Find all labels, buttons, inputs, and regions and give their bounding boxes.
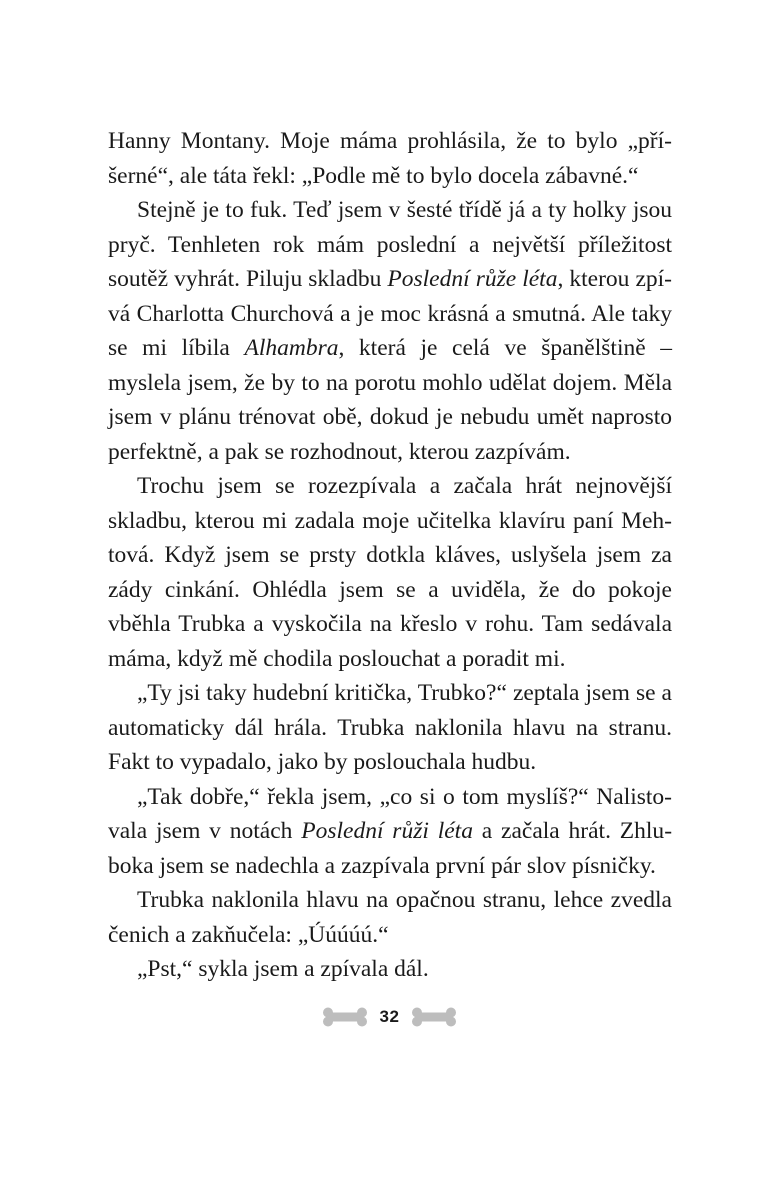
text-run: „Pst,“ sykla jsem a zpívala dál. xyxy=(137,956,429,982)
page-number: 32 xyxy=(379,1007,400,1026)
paragraph xyxy=(108,883,672,952)
italic-title: Poslední růže léta xyxy=(387,266,558,292)
text-run: , která je celá ve španělštině – myslela jsem, že by to na porotu mohlo udělat dojem. Měla jsem v plánu trénovat obě, dokud je nebudu umět naprosto perfektně, a pak se rozhodnout, kterou zazpívám. xyxy=(108,335,672,465)
paragraph xyxy=(108,193,672,469)
text-run: , kterou zpívá Charlotta Churchová a je moc krásná a smutná. Ale taky se mi líbila xyxy=(108,266,672,361)
text-run: Stejně je to fuk. Teď jsem v šesté třídě já a ty holky jsou pryč. Tenhleten rok mám poslední a největší příležitost soutěž vyhrát. Piluju skladbu xyxy=(108,197,672,292)
text-run: a začala hrát. Zhluboka jsem se nadechla a zazpívala první pár slov písničky. xyxy=(108,818,673,879)
paragraph xyxy=(108,676,672,780)
italic-title: Poslední růži léta xyxy=(301,818,473,844)
text-run: „Tak dobře,“ řekla jsem, „co si o tom myslíš?“ Nalistovala jsem v notách xyxy=(108,783,672,844)
paragraph xyxy=(108,469,672,676)
bone-icon xyxy=(322,1007,368,1027)
text-run: Trubka naklonila hlavu na opačnou stranu, lehce zvedla čenich a zakňučela: „Úúúúú.“ xyxy=(108,887,672,948)
bone-icon xyxy=(411,1007,457,1027)
text-run: „Ty jsi taky hudební kritička, Trubko?“ zeptala jsem se a automaticky dál hrála. Trubka naklonila hlavu na stranu. Fakt to vypadalo, jako by poslouchala hudbu. xyxy=(108,680,672,775)
paragraph xyxy=(108,780,672,884)
italic-title: Alhambra xyxy=(244,335,339,361)
text-run: Hanny Montany. Moje máma prohlásila, že to bylo „příšerné“, ale táta řekl: „Podle mě to bylo docela zábavné.“ xyxy=(108,128,672,189)
body-text xyxy=(108,124,672,987)
paragraph xyxy=(108,124,672,193)
paragraph xyxy=(108,952,672,987)
text-run: Trochu jsem se rozezpívala a začala hrát nejnovější skladbu, kterou mi zadala moje učitelka klavíru paní Mehtová. Když jsem se prsty dotkla kláves, uslyšela jsem za zády cinkání. Ohlédla jsem se a uviděla, že do pokoje vběhla Trubka a vyskočila na křeslo v rohu. Tam sedávala máma, když mě chodila poslouchat a poradit mi. xyxy=(108,473,672,672)
page-footer xyxy=(0,1000,779,1034)
